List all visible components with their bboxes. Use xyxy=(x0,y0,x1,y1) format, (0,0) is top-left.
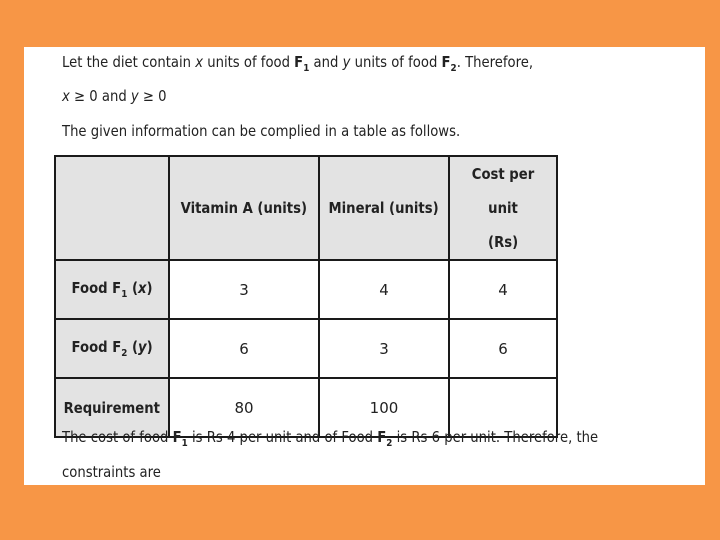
cell-food1-vitamin: 3 xyxy=(169,260,319,319)
cell-food2-mineral: 3 xyxy=(319,319,449,378)
header-vitamin: Vitamin A (units) xyxy=(169,156,319,260)
intro-line: Let the diet contain x units of food $F_1$ and y units of food $F_2$. Therefore, xyxy=(62,53,534,74)
cell-requirement-mineral: 100 xyxy=(319,378,449,437)
nutrition-table xyxy=(54,155,558,438)
header-empty-cell xyxy=(55,156,169,260)
nonnegativity-line: x ≥ 0 and y ≥ 0 xyxy=(62,87,167,105)
cell-requirement-vitamin: 80 xyxy=(169,378,319,437)
header-cost: Cost per unit (Rs) xyxy=(449,156,557,260)
row-label-food2: Food $F_2$ (y) xyxy=(55,319,169,378)
header-mineral: Mineral (units) xyxy=(319,156,449,260)
constraints-line: constraints are xyxy=(62,463,161,481)
table-intro-line: The given information can be complied in a table as follows. xyxy=(62,122,461,140)
cell-food1-mineral: 4 xyxy=(319,260,449,319)
cost-statement-line: The cost of food $F_1$ is Rs 4 per unit and of Food $F_2$ is Rs 6 per unit. Therefore, the xyxy=(62,428,599,449)
row-label-requirement: Requirement xyxy=(55,378,169,437)
row-label-food1: Food $F_1$ (x) xyxy=(55,260,169,319)
table-header-row xyxy=(55,156,557,260)
table-row xyxy=(55,319,557,378)
document-panel xyxy=(24,47,705,485)
table-row xyxy=(55,260,557,319)
cell-food2-vitamin: 6 xyxy=(169,319,319,378)
cell-food2-cost: 6 xyxy=(449,319,557,378)
cell-food1-cost: 4 xyxy=(449,260,557,319)
